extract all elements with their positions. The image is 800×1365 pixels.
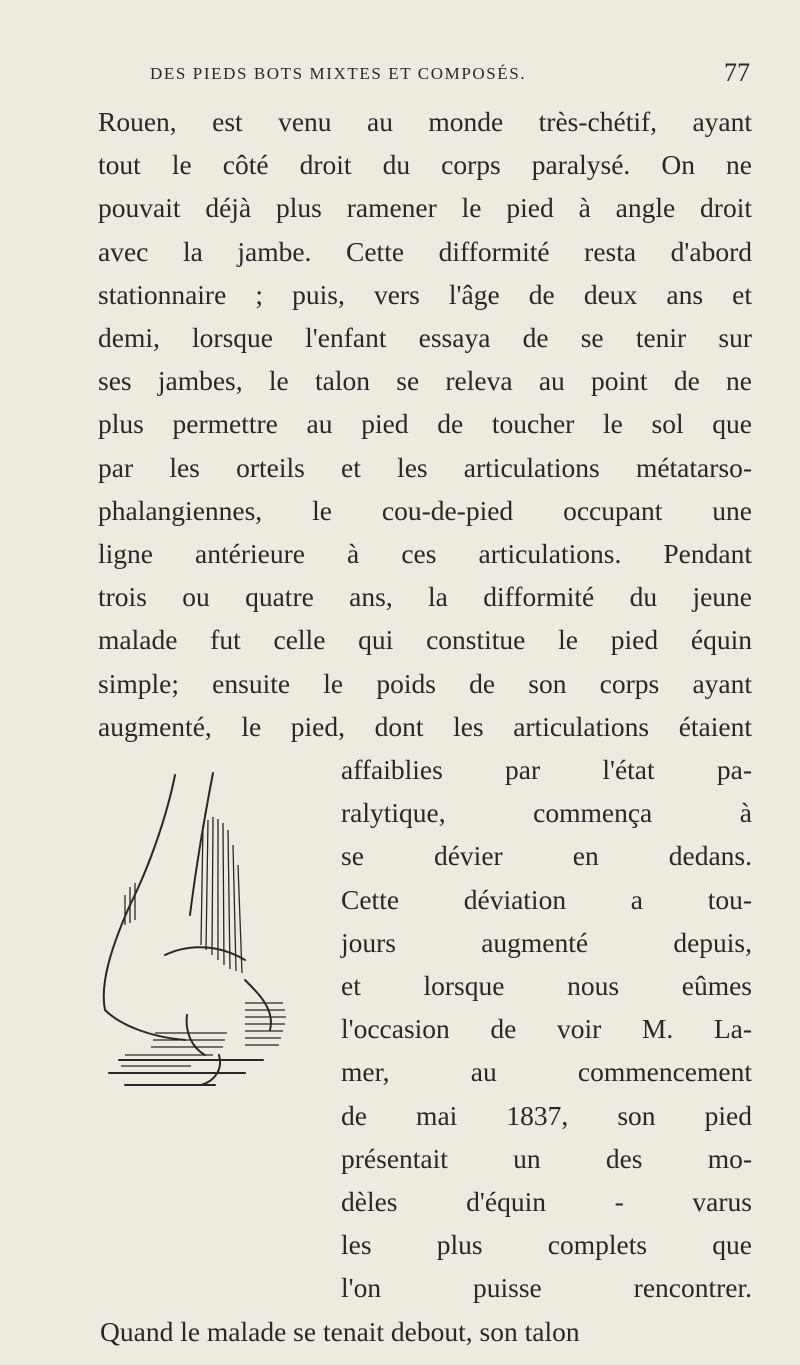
text-line: par les orteils et les articulations métatarso- [98,451,752,483]
text-line: avec la jambe. Cette difformité resta d'abord [98,235,752,267]
text-line: l'on puisse rencontrer. [341,1272,752,1304]
text-line: Quand le malade se tenait debout, son talon [100,1315,580,1347]
text-line: phalangiennes, le cou-de-pied occupant une [98,494,752,526]
text-line: affaiblies par l'état pa- [341,754,752,785]
text-line: de mai 1837, son pied [341,1099,752,1131]
text-line: l'occasion de voir M. La- [341,1013,752,1045]
text-line: et lorsque nous eûmes [341,970,752,1001]
text-line: ses jambes, le talon se releva au point de ne [98,365,752,397]
text-line: pouvait déjà plus ramener le pied à angle droit [98,192,752,224]
text-line: mer, au commencement [341,1056,752,1088]
text-line: ralytique, commença à [341,797,752,829]
text-line: présentait un des mo- [341,1142,752,1174]
text-line: augmenté, le pied, dont les articulations étaient [98,710,752,742]
text-line: les plus complets que [341,1229,752,1261]
text-line: trois ou quatre ans, la difformité du jeune [98,581,752,613]
text-line: tout le côté droit du corps paralysé. On ne [98,149,752,181]
running-head-title: DES PIEDS BOTS MIXTES ET COMPOSÉS. [150,64,527,83]
text-line: plus permettre au pied de toucher le sol que [98,408,752,440]
text-line: jours augmenté depuis, [341,926,752,958]
text-line: dèles d'équin - varus [341,1186,752,1217]
text-line: demi, lorsque l'enfant essaya de se tenir sur [98,322,752,353]
text-line: malade fut celle qui constitue le pied équin [98,624,752,656]
text-line: Cette déviation a tou- [341,883,752,915]
text-line: ligne antérieure à ces articulations. Pendant [98,538,752,569]
text-line: stationnaire ; puis, vers l'âge de deux ans et [98,278,752,310]
text-line: simple; ensuite le poids de son corps ayant [98,667,752,699]
text-line: Rouen, est venu au monde très-chétif, ayant [98,106,752,137]
page-number: 77 [724,58,750,87]
running-head [150,58,750,87]
foot-illustration [95,755,340,1090]
text-line: se dévier en dedans. [341,840,752,872]
